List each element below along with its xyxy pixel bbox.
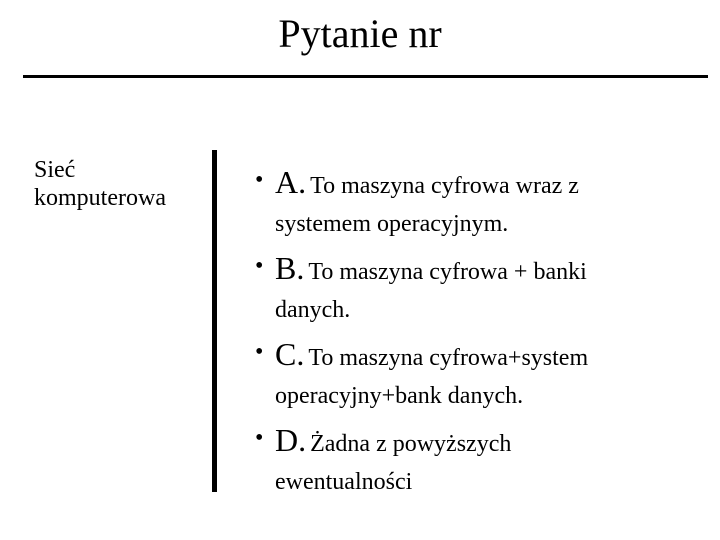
vertical-divider (212, 150, 217, 492)
answer-text: To maszyna cyfrowa + banki (308, 259, 587, 285)
answer-text: To maszyna cyfrowa wraz z (310, 173, 579, 199)
answer-list (255, 162, 715, 506)
answer-text: Żadna z powyższych (310, 431, 512, 457)
answer-letter: B. (275, 250, 305, 286)
answer-option-b (255, 248, 715, 334)
answer-letter: A. (275, 164, 307, 200)
answer-text-continuation: operacyjny+bank danych. (275, 383, 524, 409)
bullet-icon: • (255, 339, 264, 365)
bullet-icon: • (255, 253, 264, 279)
bullet-icon: • (255, 167, 264, 193)
title-underline (23, 75, 708, 78)
slide-title: Pytanie nr (278, 11, 442, 56)
topic-label: Sieć komputerowa (34, 157, 166, 211)
answer-option-a (255, 162, 715, 248)
bullet-icon: • (255, 425, 264, 451)
answer-letter: D. (275, 422, 307, 458)
answer-text-continuation: danych. (275, 297, 351, 323)
answer-text-continuation: ewentualności (275, 469, 413, 495)
answer-text: To maszyna cyfrowa+system (308, 345, 589, 371)
answer-text-continuation: systemem operacyjnym. (275, 211, 509, 237)
answer-letter: C. (275, 336, 305, 372)
answer-option-d (255, 420, 715, 506)
answer-option-c (255, 334, 715, 420)
